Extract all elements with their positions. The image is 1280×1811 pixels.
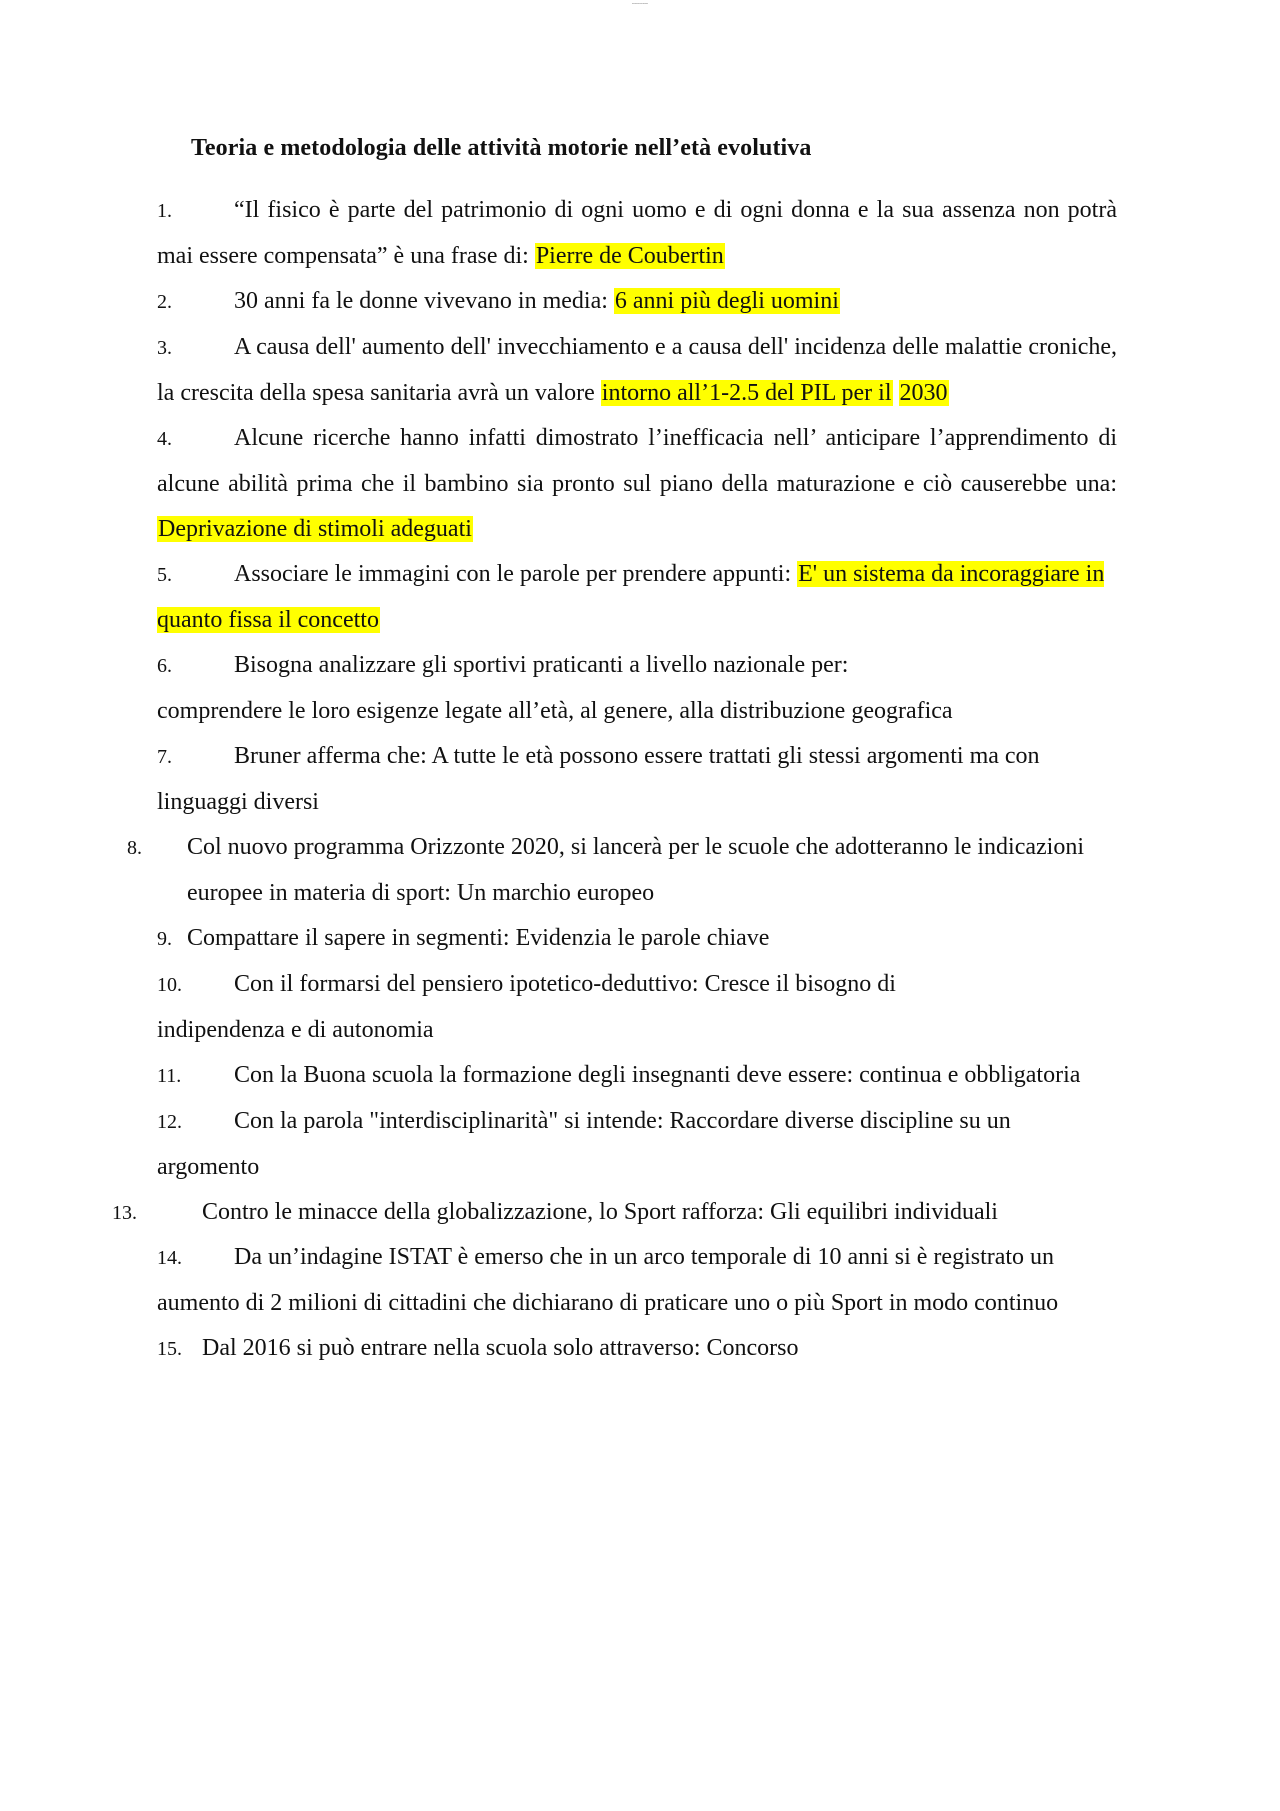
document-title: Teoria e metodologia delle attività motorie nell’età evolutiva [191,135,812,161]
question-2: 2. 30 anni fa le donne vivevano in media: 6 anni più degli uomini [157,288,839,314]
question-8: 8. Col nuovo programma Orizzonte 2020, si lancerà per le scuole che adotteranno le indicazioni europee in materia di sport: Un marchio europeo [127,834,1085,906]
answer-highlight: Pierre de Coubertin [535,243,724,269]
question-15: 15. Dal 2016 si può entrare nella scuola solo attraverso: Concorso [157,1335,799,1361]
answer-highlight: intorno all’1-2.5 del PIL per il [601,380,892,406]
answer-highlight-year: 2030 [899,380,948,406]
answer-highlight: 6 anni più degli uomini [614,288,839,314]
question-6: 6. Bisogna analizzare gli sportivi praticanti a livello nazionale per: comprendere le loro esigenze legate all’età, al genere, alla distribuzione geografica [157,652,953,724]
answer-highlight: E' un sistema da incoraggiare in quanto fissa il concetto [157,561,1105,633]
question-1: 1. “Il fisico è parte del patrimonio di ogni uomo e di ogni donna e la sua assenza non potrà mai essere compensata” è una frase di: Pierre de Coubertin [157,197,1117,269]
question-14: 14. Da un’indagine ISTAT è emerso che in un arco temporale di 10 anni si è registrato un aumento di 2 milioni di cittadini che dichiarano di praticare uno o più Sport in modo continuo [157,1244,1059,1316]
question-13: 13. Contro le minacce della globalizzazione, lo Sport rafforza: Gli equilibri individuali [112,1199,998,1225]
question-4: 4. Alcune ricerche hanno infatti dimostrato l’inefficacia nell’ anticipare l’apprendimento di alcune abilità prima che il bambino sia pronto sul piano della maturazione e ciò causerebbe una: Deprivazione di stimoli adeguati [157,425,1117,542]
question-9: 9. Compattare il sapere in segmenti: Evidenzia le parole chiave [157,925,770,951]
question-3: 3. A causa dell' aumento dell' invecchiamento e a causa dell' incidenza delle malattie croniche, la crescita della spesa sanitaria avrà un valore intorno all’1-2.5 del PIL per il 2030 [157,334,1117,406]
page-header-mark: ~~~~~~ [631,2,649,7]
question-11: 11. Con la Buona scuola la formazione degli insegnanti deve essere: continua e obbligatoria [157,1062,1081,1088]
question-12: 12. Con la parola "interdisciplinarità" si intende: Raccordare diverse discipline su un argomento [157,1108,1011,1180]
answer-highlight: Deprivazione di stimoli adeguati [158,516,472,542]
question-5: 5. Associare le immagini con le parole per prendere appunti: E' un sistema da incoraggiare in quanto fissa il concetto [157,561,1105,633]
question-10: 10. Con il formarsi del pensiero ipotetico-deduttivo: Cresce il bisogno di indipendenza e di autonomia [157,971,896,1043]
question-7: 7. Bruner afferma che: A tutte le età possono essere trattati gli stessi argomenti ma con linguaggi diversi [157,743,1040,815]
document-page [112,135,1117,1372]
